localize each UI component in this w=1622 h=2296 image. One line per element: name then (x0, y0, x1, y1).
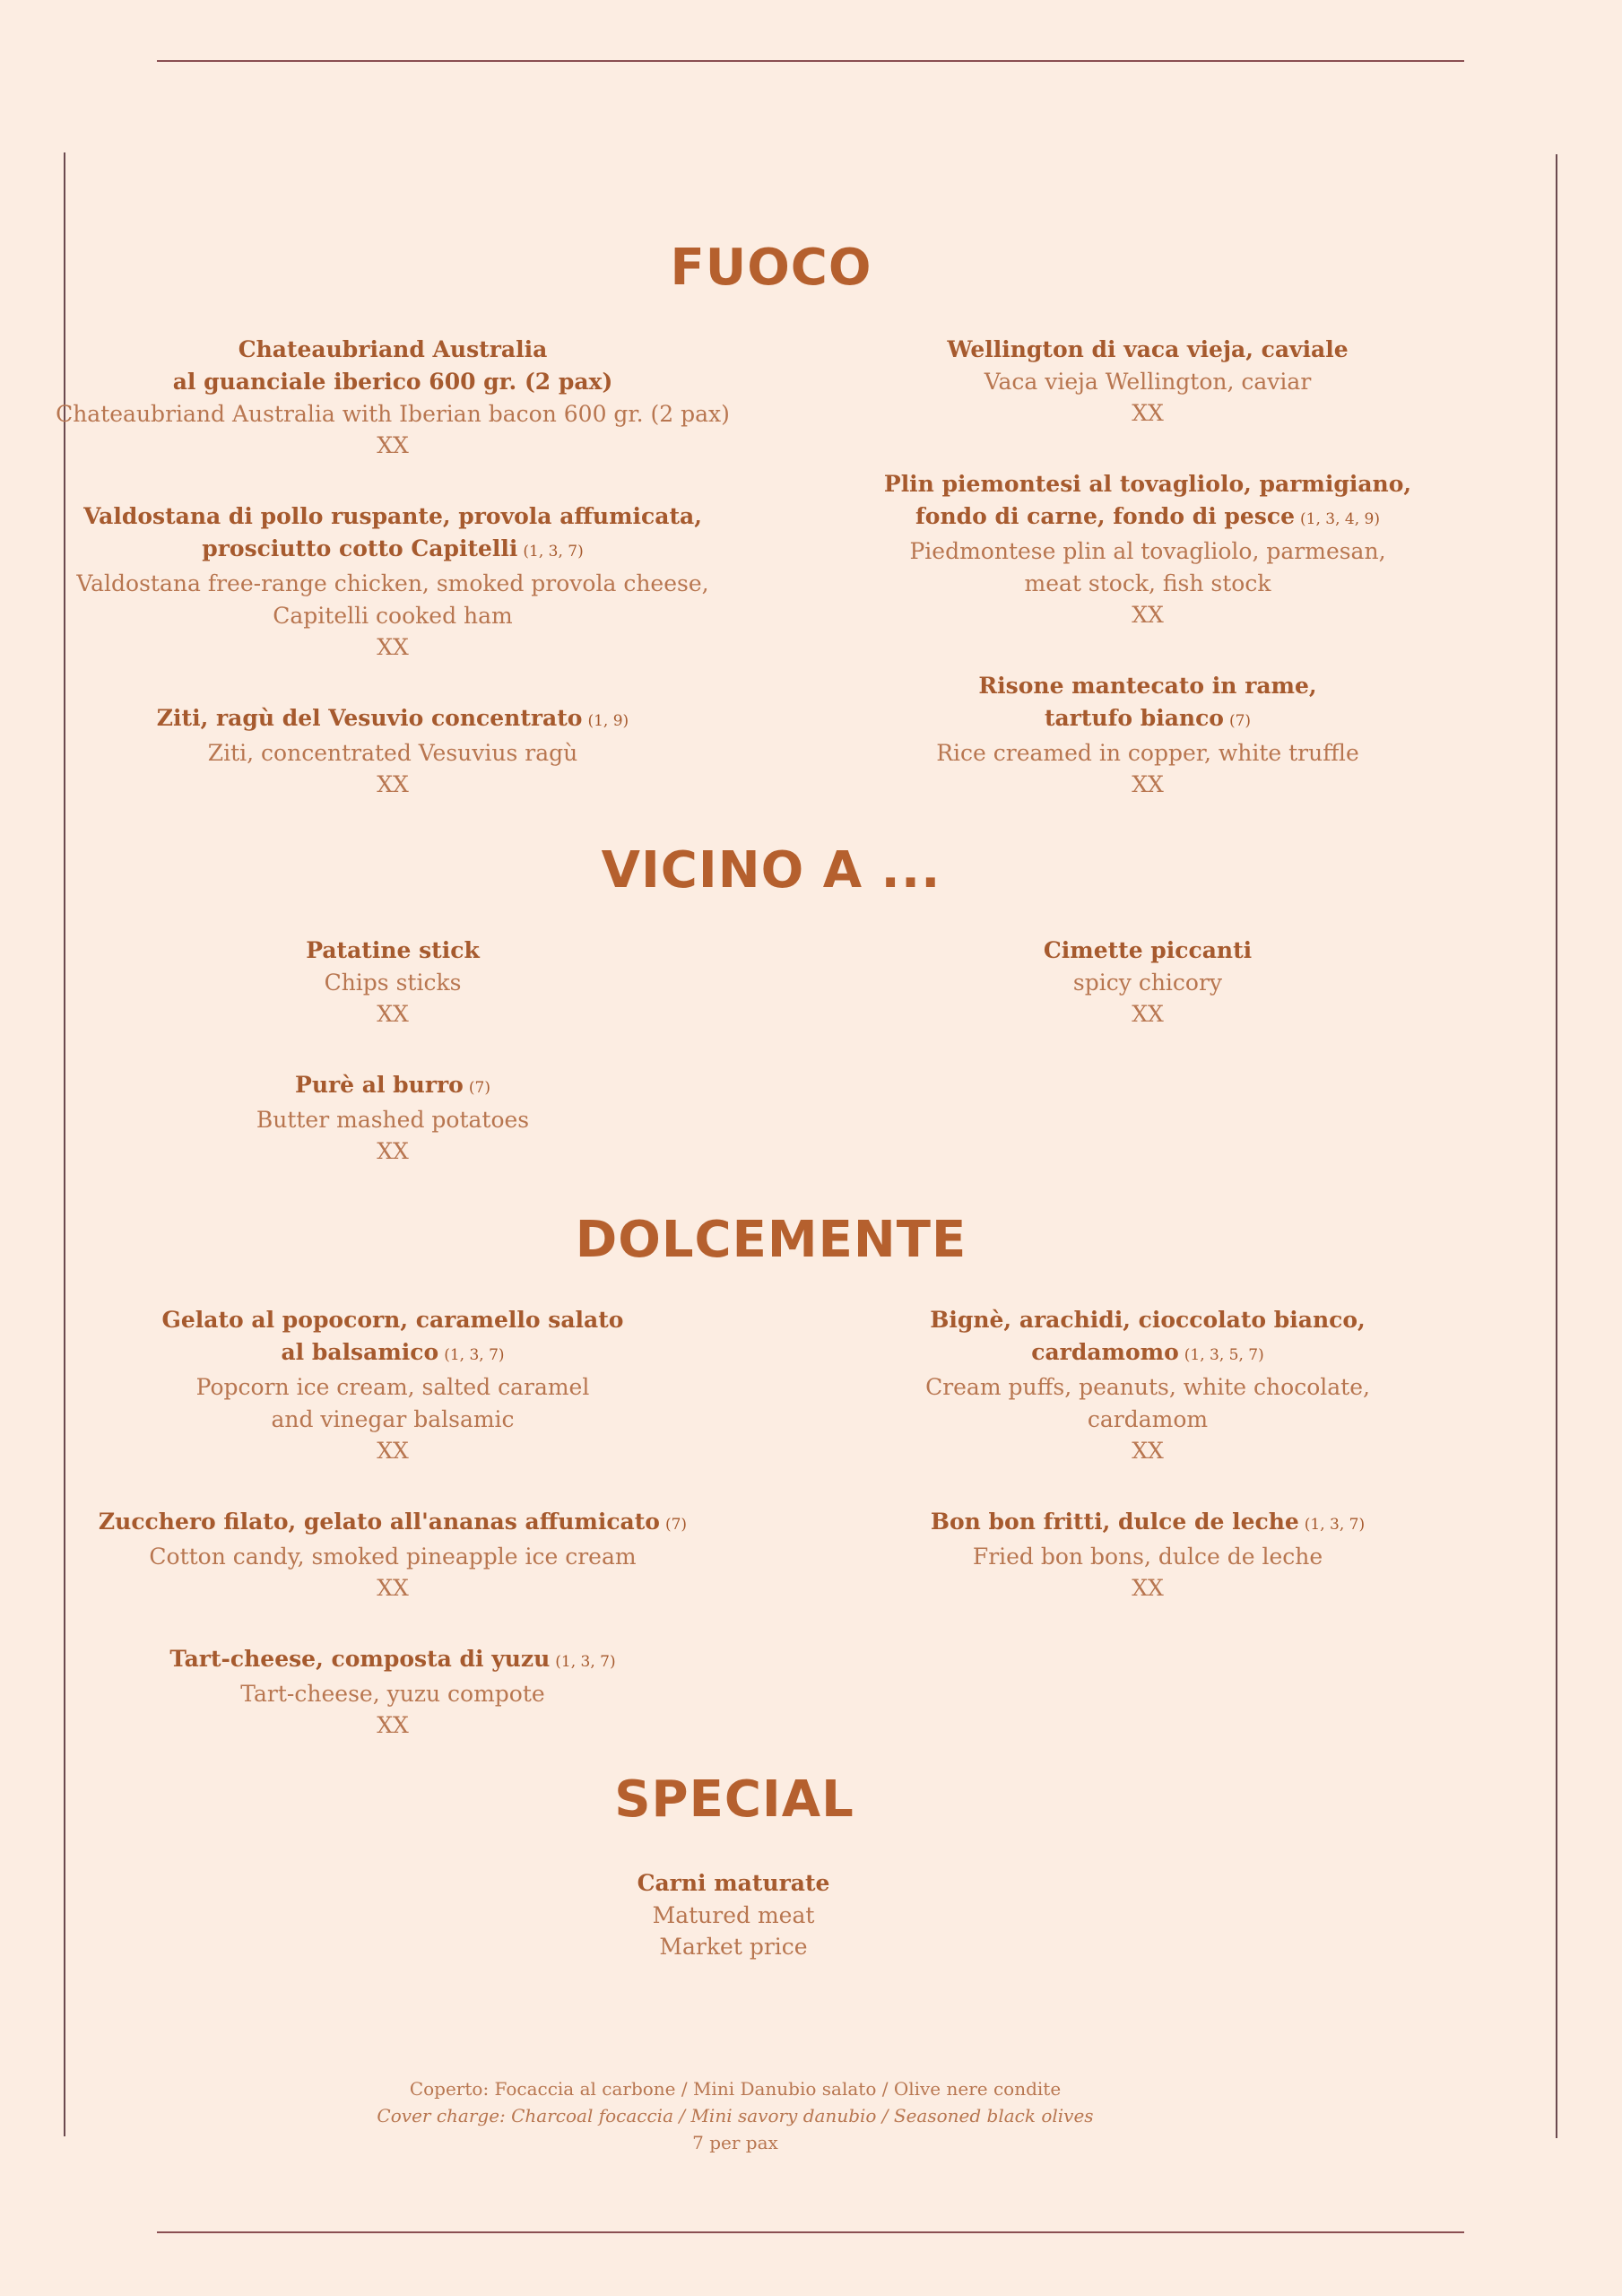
item-translation: Popcorn ice cream, salted caramel (195, 1374, 590, 1400)
item-name-text: tartufo bianco (1044, 705, 1224, 731)
item-price: XX (377, 771, 409, 797)
item-name (52, 702, 733, 737)
item-name-cont (52, 533, 733, 568)
item-name-text: cardamomo (1031, 1339, 1179, 1365)
item-name: Carni maturate (637, 1870, 830, 1896)
menu-item (393, 1867, 1074, 1962)
allergens: (1, 3, 7) (1304, 1516, 1366, 1534)
item-name (52, 1069, 733, 1104)
menu-item (52, 935, 733, 1030)
item-translation-cont: cardamom (1087, 1406, 1209, 1432)
item-price: XX (1132, 400, 1164, 426)
item-translation-cont: Capitelli cooked ham (273, 603, 513, 629)
item-name: Chateaubriand Australia (238, 336, 548, 362)
top-rule (157, 60, 1464, 62)
item-name-text: prosciutto cotto Capitelli (202, 535, 518, 561)
item-name-text: Tart-cheese, composta di yuzu (169, 1646, 551, 1672)
menu-item (52, 1069, 733, 1167)
section-title-fuoco: FUOCO (670, 239, 872, 297)
fuoco-left-column (52, 334, 733, 839)
allergens: (7) (1228, 712, 1252, 730)
section-title-special: SPECIAL (614, 1770, 854, 1829)
dolcemente-left-column (52, 1304, 733, 1780)
cover-charge-en: Cover charge: Charcoal focaccia / Mini savory danubio / Seasoned black olives (377, 2105, 1094, 2126)
item-price: XX (377, 1575, 409, 1601)
item-name: Risone mantecato in rame, (978, 673, 1317, 699)
item-translation: spicy chicory (1072, 970, 1223, 996)
item-name-cont (807, 500, 1488, 535)
menu-item (807, 468, 1488, 631)
section-title-dolcemente: DOLCEMENTE (575, 1211, 967, 1269)
menu-item (52, 500, 733, 663)
item-name-cont (52, 1336, 733, 1371)
allergens: (1, 3, 7) (523, 543, 584, 561)
item-translation-cont: meat stock, fish stock (1024, 570, 1271, 596)
item-name-cont (807, 702, 1488, 737)
item-name-cont (807, 1336, 1488, 1371)
item-name-text: Ziti, ragù del Vesuvio concentrato (156, 705, 583, 731)
item-translation-cont: and vinegar balsamic (271, 1406, 515, 1432)
menu-item (807, 1506, 1488, 1604)
allergens: (1, 3, 7) (444, 1346, 505, 1364)
special-column (393, 1867, 1074, 2002)
menu-item (807, 334, 1488, 429)
item-name-cont: al guanciale iberico 600 gr. (2 pax) (172, 369, 613, 395)
dolcemente-right-column (807, 1304, 1488, 1643)
cover-charge-footer (0, 2075, 1470, 2156)
item-name: Cimette piccanti (1043, 937, 1253, 963)
item-name-text: Zucchero filato, gelato all'ananas affumicato (98, 1509, 660, 1535)
item-price: XX (1132, 1001, 1164, 1027)
item-name: Plin piemontesi al tovagliolo, parmigiano, (883, 471, 1412, 497)
item-price: Market price (659, 1934, 808, 1960)
item-price: XX (1132, 602, 1164, 628)
right-border (1556, 154, 1557, 2138)
menu-item (52, 1643, 733, 1741)
allergens: (1, 9) (587, 712, 629, 730)
allergens: (7) (664, 1516, 688, 1534)
item-name-text: al balsamico (281, 1339, 439, 1365)
item-translation: Matured meat (652, 1902, 815, 1928)
item-price: XX (1132, 1438, 1164, 1464)
item-name: Valdostana di pollo ruspante, provola affumicata, (83, 503, 702, 529)
item-translation: Valdostana free-range chicken, smoked provola cheese, (76, 570, 709, 596)
allergens: (7) (468, 1079, 490, 1097)
item-price: XX (377, 1438, 409, 1464)
item-price: XX (377, 432, 409, 458)
item-name-text: fondo di carne, fondo di pesce (915, 503, 1295, 529)
item-name (807, 1506, 1488, 1541)
item-translation: Cream puffs, peanuts, white chocolate, (925, 1374, 1370, 1400)
allergens: (1, 3, 4, 9) (1300, 510, 1380, 528)
vicino-left-column (52, 935, 733, 1206)
item-name: Gelato al popocorn, caramello salato (161, 1307, 624, 1333)
item-price: XX (1132, 771, 1164, 797)
item-translation: Tart-cheese, yuzu compote (240, 1681, 545, 1707)
menu-item (807, 670, 1488, 800)
fuoco-right-column (807, 334, 1488, 839)
item-translation: Chateaubriand Australia with Iberian bacon 600 gr. (2 pax) (56, 401, 730, 427)
item-translation: Chips sticks (324, 970, 462, 996)
item-name: Patatine stick (306, 937, 480, 963)
item-translation: Vaca vieja Wellington, caviar (984, 369, 1312, 395)
menu-item (807, 935, 1488, 1030)
menu-item (807, 1304, 1488, 1466)
item-name-text: Bon bon fritti, dulce de leche (930, 1509, 1299, 1535)
item-translation: Butter mashed potatoes (256, 1107, 530, 1133)
item-name: Wellington di vaca vieja, caviale (947, 336, 1349, 362)
cover-charge-price: 7 per pax (692, 2132, 778, 2153)
bottom-rule (157, 2231, 1464, 2233)
cover-charge-it: Coperto: Focaccia al carbone / Mini Danubio salato / Olive nere condite (409, 2078, 1062, 2100)
item-name: Bignè, arachidi, cioccolato bianco, (930, 1307, 1366, 1333)
item-translation: Cotton candy, smoked pineapple ice cream (149, 1544, 637, 1570)
item-price: XX (377, 634, 409, 660)
menu-item (52, 702, 733, 800)
item-price: XX (1132, 1575, 1164, 1601)
item-price: XX (377, 1138, 409, 1164)
item-price: XX (377, 1712, 409, 1738)
item-name (52, 1643, 733, 1678)
item-translation: Ziti, concentrated Vesuvius ragù (207, 740, 578, 766)
item-translation: Piedmontese plin al tovagliolo, parmesan, (909, 538, 1386, 564)
allergens: (1, 3, 5, 7) (1184, 1346, 1264, 1364)
item-price: XX (377, 1001, 409, 1027)
section-title-vicino: VICINO A ... (601, 841, 941, 900)
item-name-text: Purè al burro (295, 1072, 464, 1098)
menu-item (52, 334, 733, 461)
allergens: (1, 3, 7) (555, 1653, 616, 1671)
menu-item (52, 1304, 733, 1466)
vicino-right-column (807, 935, 1488, 1069)
item-translation: Fried bon bons, dulce de leche (972, 1544, 1323, 1570)
item-name (52, 1506, 733, 1541)
item-translation: Rice creamed in copper, white truffle (936, 740, 1359, 766)
menu-item (52, 1506, 733, 1604)
